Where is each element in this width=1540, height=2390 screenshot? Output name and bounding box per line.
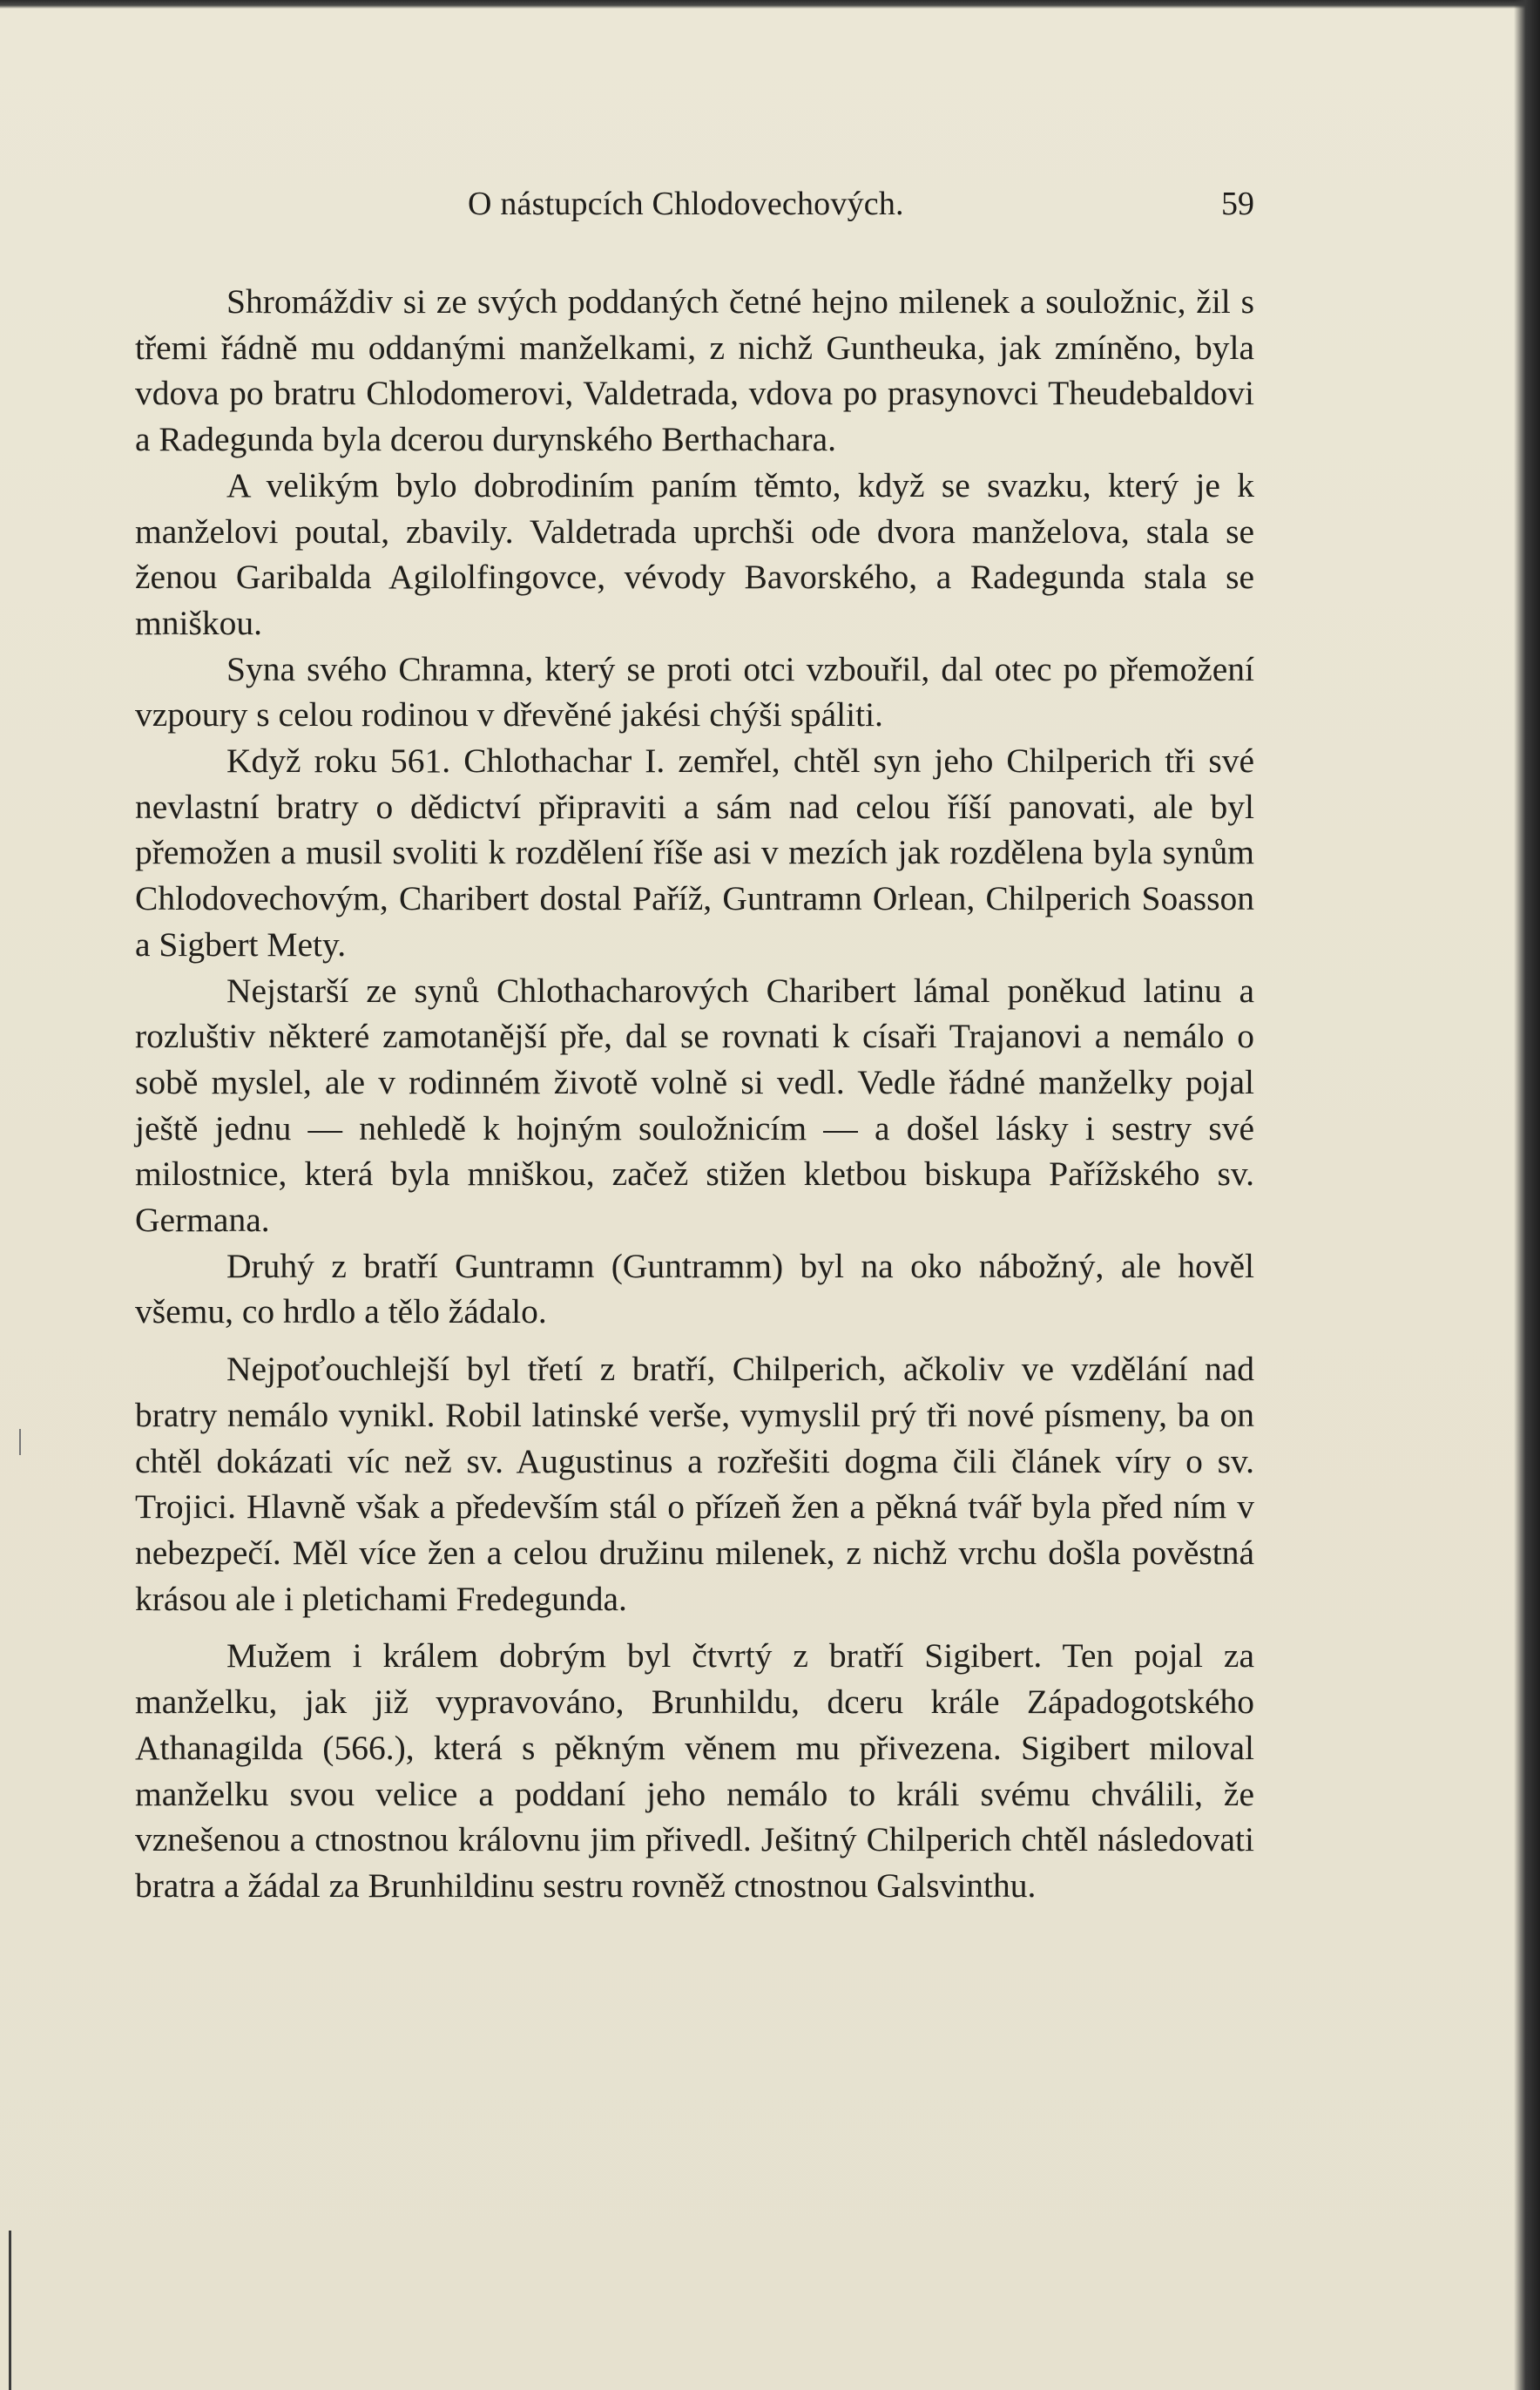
- paragraph: Nejstarší ze synů Chlothacharových Charibert lámal poněkud latinu a rozluštiv některé zamotanější pře, dal se rovnati k císaři Trajanovi a nemálo o sobě myslel, ale v rodinném životě volně si vedl. Vedle řádné manželky pojal ještě jednu — nehledě k hojným souložnicím — a došel lásky i sestry své milostnice, která byla mniškou, začež stižen kletbou biskupa Pařížského sv. Germana.: [135, 971, 1254, 1240]
- running-title: O nástupcích Chlodovechových.: [468, 186, 904, 222]
- scan-right-edge: [1514, 0, 1540, 2390]
- paragraph: A velikým bylo dobrodiním paním těmto, když se svazku, který je k manželovi poutal, zbavily. Valdetrada uprchši ode dvora manželova, stala se ženou Garibalda Agilolfingovce, vévody Bavorského, a Radegunda stala se mniškou.: [135, 465, 1254, 642]
- paragraph: Syna svého Chramna, který se proti otci vzbouřil, dal otec po přemožení vzpoury s celou rodinou v dřevěné jakési chýši spáliti.: [135, 649, 1254, 735]
- page-number: 59: [1221, 186, 1254, 222]
- paragraph: Nejpoťouchlejší byl třetí z bratří, Chilperich, ačkoliv ve vzdělání nad bratry nemálo vynikl. Robil latinské verše, vymyslil prý tři nové písmeny, ba on chtěl dokázati víc než sv. Augustinus a rozřešiti dogma čili článek víry o sv. Trojici. Hlavně však a především stál o přízeň žen a pěkná tvář byla před ním v nebezpečí. Měl více žen a celou družinu milenek, z nichž vrchu došla pověstná krásou ale i pletichami Fredegunda.: [135, 1350, 1254, 1618]
- paragraph: Shromáždiv si ze svých poddaných četné hejno milenek a souložnic, žil s třemi řádně mu oddanými manželkami, z nichž Guntheuka, jak zmíněno, byla vdova po bratru Chlodomerovi, Valdetrada, vdova po prasynovci Theudebaldovi a Radegunda byla dcerou durynského Berthachara.: [135, 282, 1254, 459]
- scan-left-mark: [9, 2231, 11, 2390]
- body-text: [135, 279, 1254, 1909]
- running-head: [135, 185, 1254, 237]
- scan-left-speck: [19, 1429, 21, 1455]
- paragraph: Mužem i králem dobrým byl čtvrtý z bratří Sigibert. Ten pojal za manželku, jak již vypravováno, Brunhildu, dceru krále Západogotského Athanagilda (566.), která s pěkným věnem mu přivezena. Sigibert miloval manželku svou velice a poddaní jeho nemálo to králi svému chválili, že vznešenou a ctnostnou královnu jim přivedl. Ješitný Chilperich chtěl následovati bratra a žádal za Brunhildinu sestru rovněž ctnostnou Galsvinthu.: [135, 1636, 1254, 1905]
- scan-top-edge: [0, 0, 1540, 9]
- paragraph: Druhý z bratří Guntramn (Guntramm) byl na oko nábožný, ale hověl všemu, co hrdlo a tělo žádalo.: [135, 1246, 1254, 1331]
- paragraph: Když roku 561. Chlothachar I. zemřel, chtěl syn jeho Chilperich tři své nevlastní bratry o dědictví připraviti a sám nad celou říší panovati, ale byl přemožen a musil svoliti k rozdělení říše asi v mezích jak rozdělena byla synům Chlodovechovým, Charibert dostal Paříž, Guntramn Orlean, Chilperich Soasson a Sigbert Mety.: [135, 741, 1254, 964]
